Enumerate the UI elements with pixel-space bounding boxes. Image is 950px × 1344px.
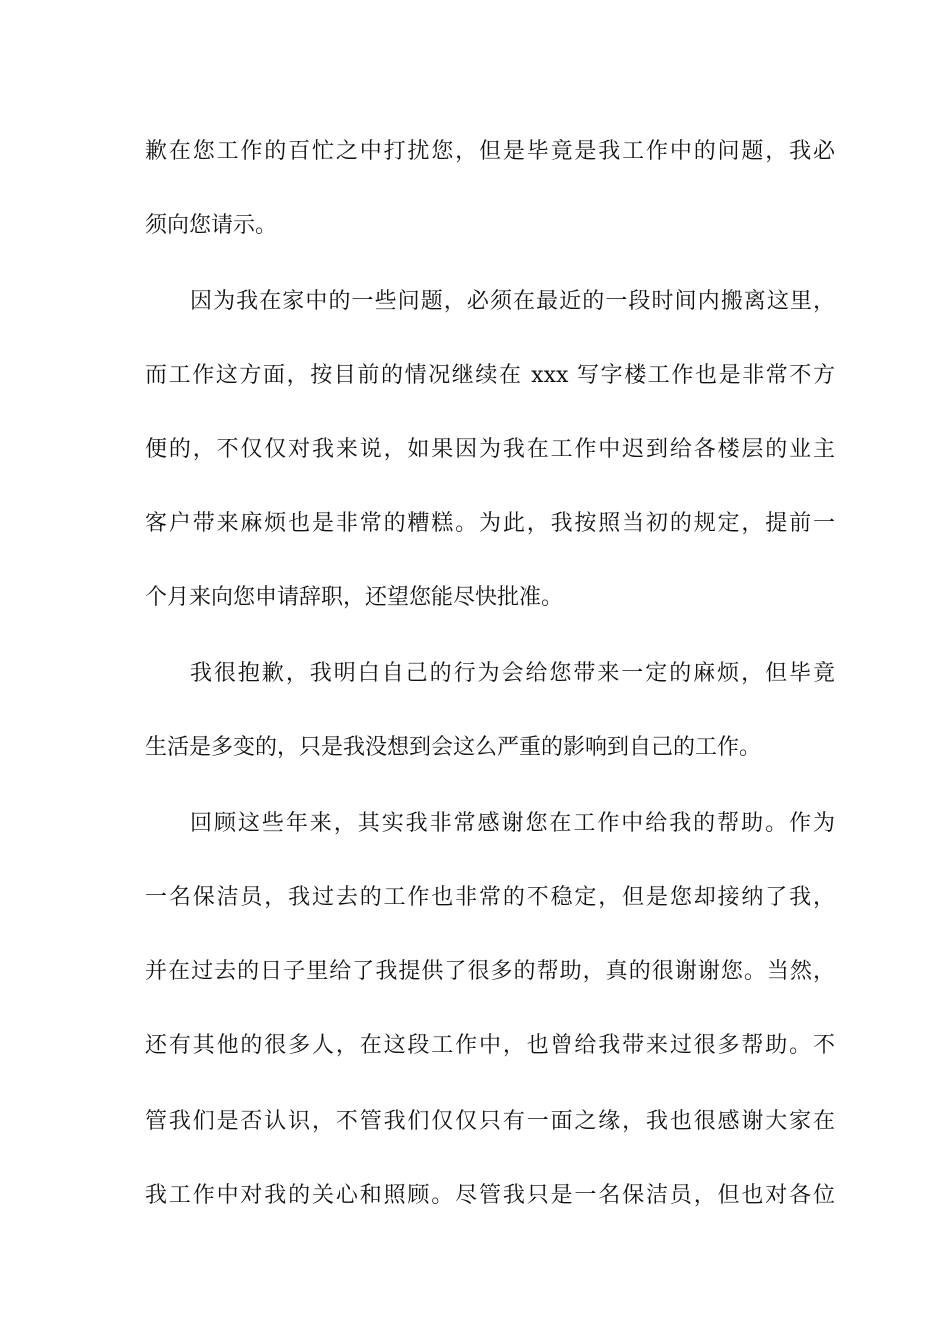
text-line: 管我们是否认识，不管我们仅仅只有一面之缘，我也很感谢大家在 (145, 1109, 835, 1134)
text-line: 我工作中对我的关心和照顾。尽管我只是一名保洁员，但也对各位 (145, 1183, 835, 1208)
text-line: 个月来向您申请辞职，还望您能尽快批准。 (145, 585, 564, 610)
text-line: 还有其他的很多人，在这段工作中，也曾给我带来过很多帮助。不 (145, 1033, 835, 1058)
text-line: 须向您请示。 (145, 213, 278, 238)
text-line: 歉在您工作的百忙之中打扰您，但是毕竟是我工作中的问题，我必 (145, 139, 835, 164)
text-line: 一名保洁员，我过去的工作也非常的不稳定，但是您却接纳了我， (145, 885, 835, 910)
text-line: 并在过去的日子里给了我提供了很多的帮助，真的很谢谢您。当然， (145, 959, 835, 984)
text-line: 便的，不仅仅对我来说，如果因为我在工作中迟到给各楼层的业主 (145, 437, 835, 462)
text-line: 生活是多变的，只是我没想到会这么严重的影响到自己的工作。 (145, 735, 762, 760)
text-line: 客户带来麻烦也是非常的糟糕。为此，我按照当初的规定，提前一 (145, 511, 835, 536)
text-line: 回顾这些年来，其实我非常感谢您在工作中给我的帮助。作为 (190, 811, 835, 836)
text-line: 而工作这方面，按目前的情况继续在 xxx 写字楼工作也是非常不方 (145, 363, 835, 388)
text-line: 我很抱歉，我明白自己的行为会给您带来一定的麻烦，但毕竟 (190, 661, 835, 686)
text-line: 因为我在家中的一些问题，必须在最近的一段时间内搬离这里， (190, 289, 835, 314)
